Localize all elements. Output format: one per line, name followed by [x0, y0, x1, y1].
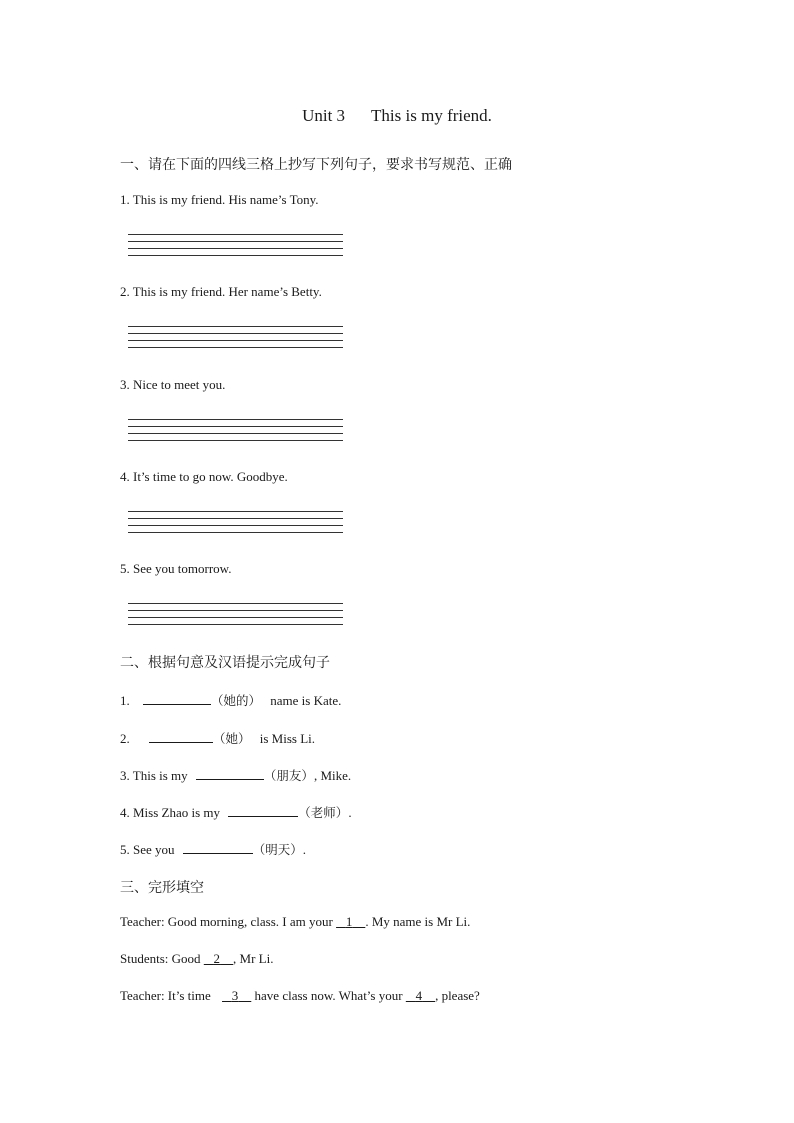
- copy-sentence-5: 5. See you tomorrow.: [120, 561, 232, 576]
- answer-blank-4[interactable]: [228, 802, 298, 817]
- cloze-blank-2[interactable]: 2: [213, 951, 221, 966]
- writing-lines-4[interactable]: [128, 511, 343, 537]
- fill-sentence-3: 3. This is my （朋友）, Mike.: [120, 765, 351, 784]
- answer-blank-5[interactable]: [183, 839, 253, 854]
- fill-sentence-5: 5. See you （明天）.: [120, 839, 306, 858]
- cloze-blank-1[interactable]: 1: [345, 914, 353, 929]
- hint-5: （明天）: [252, 842, 303, 857]
- answer-blank-1[interactable]: [143, 690, 211, 705]
- writing-lines-2[interactable]: [128, 326, 343, 352]
- fill-sentence-4: 4. Miss Zhao is my （老师）.: [120, 802, 352, 821]
- copy-sentence-1: 1. This is my friend. His name’s Tony.: [120, 192, 319, 207]
- fill-sentence-2: 2. （她） is Miss Li.: [120, 728, 315, 747]
- copy-sentence-4: 4. It’s time to go now. Goodbye.: [120, 469, 288, 484]
- copy-sentence-3: 3. Nice to meet you.: [120, 377, 226, 392]
- dialogue-line-2: Students: Good 2 , Mr Li.: [120, 951, 274, 966]
- dialogue-line-1: Teacher: Good morning, class. I am your 1 . My name is Mr Li.: [120, 914, 471, 929]
- hint-3: （朋友）: [263, 768, 314, 783]
- writing-lines-3[interactable]: [128, 419, 343, 445]
- answer-blank-3[interactable]: [196, 765, 264, 780]
- answer-blank-2[interactable]: [149, 728, 213, 743]
- page-title: [0, 106, 794, 126]
- unit-label: Unit 3: [302, 106, 346, 125]
- hint-2: （她）: [213, 731, 251, 746]
- hint-1: （她的）: [211, 693, 262, 708]
- writing-lines-5[interactable]: [128, 603, 343, 629]
- writing-lines-1[interactable]: [128, 234, 343, 260]
- section2-heading: 二、根据句意及汉语提示完成句子: [120, 655, 330, 671]
- section1-heading: 一、请在下面的四线三格上抄写下列句子，要求书写规范、正确: [120, 157, 512, 173]
- dialogue-line-3: Teacher: It’s time 3 have class now. What’s your 4 , please?: [120, 988, 480, 1003]
- cloze-blank-4[interactable]: 4: [415, 988, 423, 1003]
- fill-sentence-1: 1. （她的） name is Kate.: [120, 690, 341, 709]
- hint-4: （老师）: [298, 805, 349, 820]
- copy-sentence-2: 2. This is my friend. Her name’s Betty.: [120, 284, 322, 299]
- section3-heading: 三、完形填空: [120, 880, 204, 896]
- cloze-blank-3[interactable]: 3: [231, 988, 239, 1003]
- unit-name: This is my friend.: [371, 106, 492, 125]
